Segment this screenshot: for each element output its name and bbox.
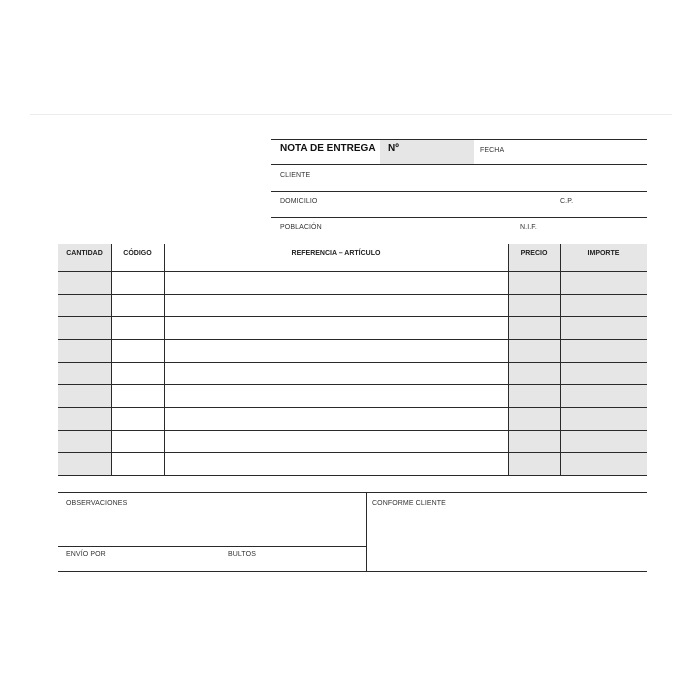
table-row-line xyxy=(58,452,647,453)
table-row-line xyxy=(58,339,647,340)
postal-code-label: C.P. xyxy=(560,198,574,205)
client-agreement-label: CONFORME CLIENTE xyxy=(372,500,446,507)
table-row-line xyxy=(58,430,647,431)
header-line-1 xyxy=(271,164,647,165)
footer-bottom-line xyxy=(58,571,647,572)
column-header-price: PRECIO xyxy=(520,250,548,257)
document-title: NOTA DE ENTREGA xyxy=(280,143,376,154)
table-row-line xyxy=(58,384,647,385)
table-row-line xyxy=(58,294,647,295)
header-line-2 xyxy=(271,191,647,192)
price-column-shade xyxy=(508,244,560,476)
client-label: CLIENTE xyxy=(280,172,311,179)
observations-label: OBSERVACIONES xyxy=(66,500,128,507)
date-label: FECHA xyxy=(480,147,505,154)
sheet-edge xyxy=(30,114,672,115)
packages-label: BULTOS xyxy=(228,551,256,558)
table-bottom-line xyxy=(58,475,647,476)
footer-mid-line xyxy=(58,546,366,547)
table-row-line xyxy=(58,316,647,317)
tax-id-label: N.I.F. xyxy=(520,224,537,231)
column-divider-3 xyxy=(508,244,509,476)
column-divider-4 xyxy=(560,244,561,476)
table-row-line xyxy=(58,407,647,408)
column-divider-2 xyxy=(164,244,165,476)
quantity-column-shade xyxy=(58,244,111,476)
table-row-line xyxy=(58,271,647,272)
table-row-line xyxy=(58,362,647,363)
column-divider-1 xyxy=(111,244,112,476)
footer-top-line xyxy=(58,492,647,493)
number-label: Nº xyxy=(388,143,399,154)
amount-column-shade xyxy=(560,244,647,476)
column-header-quantity: CANTIDAD xyxy=(66,250,103,257)
header-line-3 xyxy=(271,217,647,218)
column-header-code: CÓDIGO xyxy=(123,250,152,257)
shipping-label: ENVÍO POR xyxy=(66,551,106,558)
items-table xyxy=(58,244,647,476)
footer-divider xyxy=(366,492,367,572)
address-label: DOMICILIO xyxy=(280,198,318,205)
town-label: POBLACIÓN xyxy=(280,224,322,231)
column-header-amount: IMPORTE xyxy=(587,250,620,257)
column-header-reference: REFERENCIA – ARTÍCULO xyxy=(291,250,381,257)
